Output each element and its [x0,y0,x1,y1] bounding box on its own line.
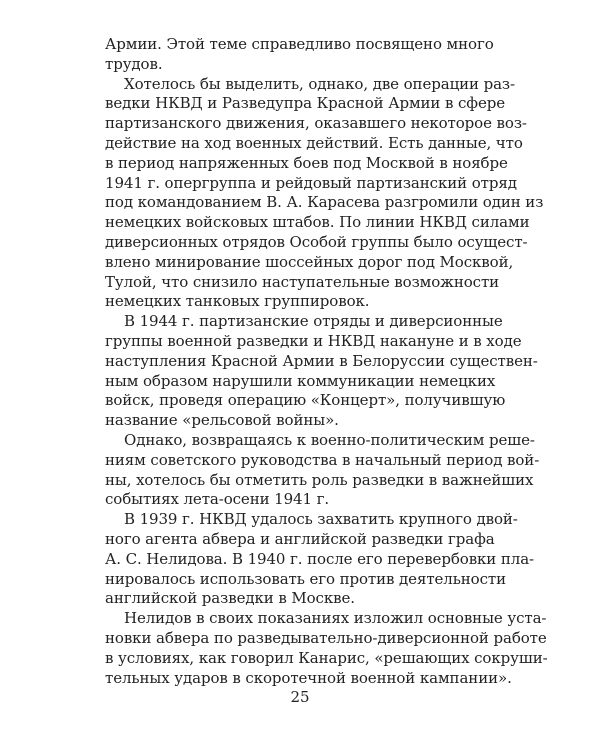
text-line: А. С. Нелидова. В 1940 г. после его перевербовки пла- [105,549,535,568]
paragraph [105,74,544,313]
body-text [105,35,548,688]
text-line: Армии. Этой теме справедливо посвящено много [105,35,494,53]
text-line: событиях лета-осени 1941 г. [105,490,330,509]
paragraph [105,35,492,75]
text-line: в условиях, как говорил Канарис, «решающих сокруши- [105,648,548,667]
text-line: войск, проведя операцию «Концерт», получившую [105,391,506,410]
paragraph [105,430,540,510]
text-line: ны, хотелось бы отметить роль разведки в важнейших [105,470,534,489]
text-line: ным образом нарушили коммуникации немецких [105,371,496,390]
page-number: 25 [290,688,310,706]
text-line: ведки НКВД и Разведупра Красной Армии в сфере [105,94,506,113]
text-line: партизанского движения, оказавшего некоторое воз- [105,114,527,133]
text-line: название «рельсовой войны». [105,411,339,430]
text-line: ного агента абвера и английской разведки графа [105,529,495,548]
text-line: новки абвера по разведывательно-диверсионной работе [105,628,547,647]
text-line: Однако, возвращаясь к военно-политическим реше- [124,430,535,449]
text-line: группы военной разведки и НКВД накануне и в ходе [105,331,522,350]
text-line: немецких танковых группировок. [105,292,370,311]
text-line: немецких войсковых штабов. По линии НКВД силами [105,213,530,232]
text-line: под командованием В. А. Карасева разгромили один из [105,193,544,212]
text-line: Тулой, что снизило наступательные возможности [105,272,500,291]
text-line: английской разведки в Москве. [105,589,355,608]
text-line: нировалось использовать его против деятельности [105,569,507,588]
text-line: влено минирование шоссейных дорог под Москвой, [105,252,514,271]
text-line: в период напряженных боев под Москвой в ноябре [105,153,508,172]
text-line: трудов. [105,54,163,73]
text-line: 1941 г. опергруппа и рейдовый партизанский отряд [105,173,517,192]
text-line: действие на ход военных действий. Есть данные, что [105,133,523,152]
text-line: наступления Красной Армии в Белоруссии существен- [105,351,538,370]
text-line: диверсионных отрядов Особой группы было осущест- [105,232,528,251]
text-line: ниям советского руководства в начальный период вой- [105,450,540,469]
text-line: Нелидов в своих показаниях изложил основные уста- [124,609,547,628]
text-line: тельных ударов в скоротечной военной кампании». [105,668,512,687]
text-line: В 1939 г. НКВД удалось захватить крупного двой- [124,510,518,529]
text-line: Хотелось бы выделить, однако, две операции раз- [124,74,515,93]
paragraph [105,609,548,688]
paragraph [105,510,535,609]
text-line: В 1944 г. партизанские отряды и диверсионные [124,312,503,331]
paragraph [105,312,538,431]
